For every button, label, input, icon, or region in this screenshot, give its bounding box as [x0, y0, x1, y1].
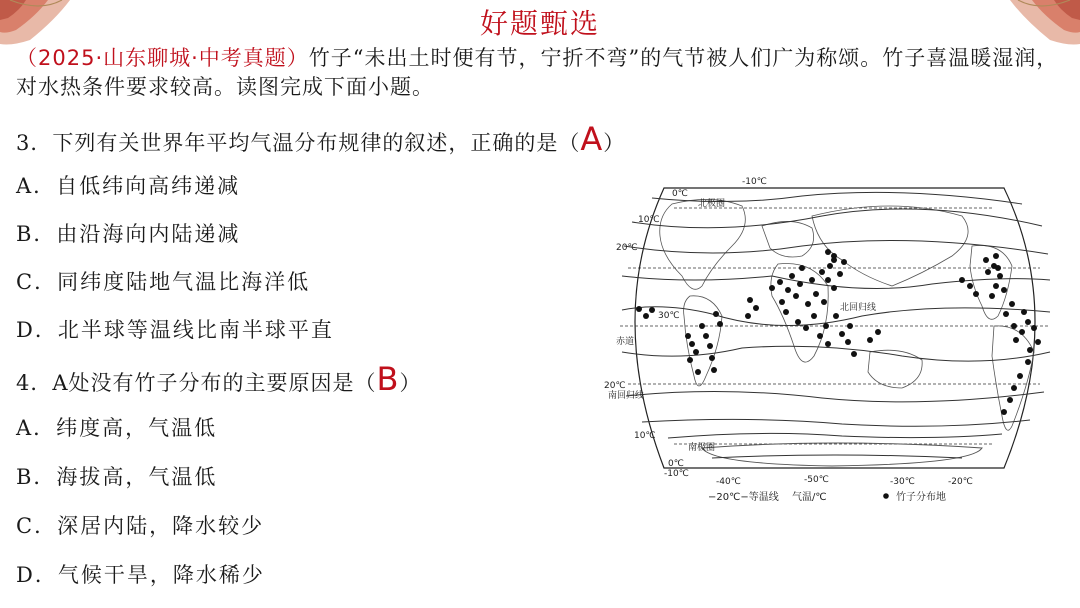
label-thirty: 30℃: [658, 311, 680, 321]
q3-option-d: D．北半球等温线比南半球平直: [16, 318, 334, 342]
intro-paragraph: [16, 44, 1066, 102]
intro-text: 竹子“未出土时便有节，宁折不弯”的气节被人们广为称颂。竹子喜温暖湿润，对水热条件要求较高。读图完成下面小题。: [16, 46, 1059, 99]
label-equator: 赤道: [616, 337, 635, 347]
q3-option-a: A．自低纬向高纬递减: [16, 174, 241, 198]
legend-temperature: 气温/℃: [792, 492, 827, 503]
question-source: （2025·山东聊城·中考真题）: [16, 46, 309, 70]
legend-isotherm: −20℃−等温线: [708, 492, 779, 503]
map-frame: [635, 188, 1035, 468]
q4-option-c: C．深居内陆，降水较少: [16, 514, 265, 538]
q4-option-a: A．纬度高，气温低: [16, 416, 218, 440]
question-3-stem: 3．下列有关世界年平均气温分布规律的叙述，正确的是（: [16, 131, 581, 155]
label-zero-top: 0℃: [672, 189, 688, 199]
world-isotherm-map: [602, 176, 1070, 508]
q3-option-b: B．由沿海向内陆递减: [16, 222, 241, 246]
page-title: 好题甄选: [479, 7, 600, 40]
legend-bamboo-dot: [883, 493, 889, 499]
label-minus30: -30℃: [890, 477, 915, 487]
label-minus50: -50℃: [804, 475, 829, 485]
label-minus10-top: -10℃: [742, 177, 767, 187]
label-zero-low: 0℃: [668, 459, 684, 469]
question-4-stem: 4．A处没有竹子分布的主要原因是（: [16, 371, 377, 395]
label-twenty-low: 20℃: [604, 381, 626, 391]
q4-option-b: B．海拔高，气温低: [16, 465, 218, 489]
question-3-close: ）: [603, 131, 626, 155]
q4-option-d: D．气候干旱，降水稀少: [16, 563, 265, 587]
label-ten-low: 10℃: [634, 431, 656, 441]
question-3: [16, 120, 625, 158]
label-antarctic-circle: 南极圈: [688, 443, 716, 453]
question-4-answer: B: [376, 360, 400, 398]
label-twenty-top: 20℃: [616, 243, 638, 253]
question-4: [16, 360, 421, 398]
label-minus40: -40℃: [716, 477, 741, 487]
label-tropic-capricorn: 南回归线: [608, 391, 645, 401]
q3-option-c: C．同纬度陆地气温比海洋低: [16, 270, 311, 294]
legend-bamboo: 竹子分布地: [896, 492, 946, 503]
question-4-close: ）: [399, 371, 422, 395]
label-arctic-circle: 北极圈: [698, 199, 726, 209]
label-minus20: -20℃: [948, 477, 973, 487]
question-3-answer: A: [580, 120, 604, 158]
label-tropic-cancer: 北回归线: [840, 303, 877, 313]
label-minus10-low: -10℃: [664, 469, 689, 479]
label-ten-top: 10℃: [638, 215, 660, 225]
